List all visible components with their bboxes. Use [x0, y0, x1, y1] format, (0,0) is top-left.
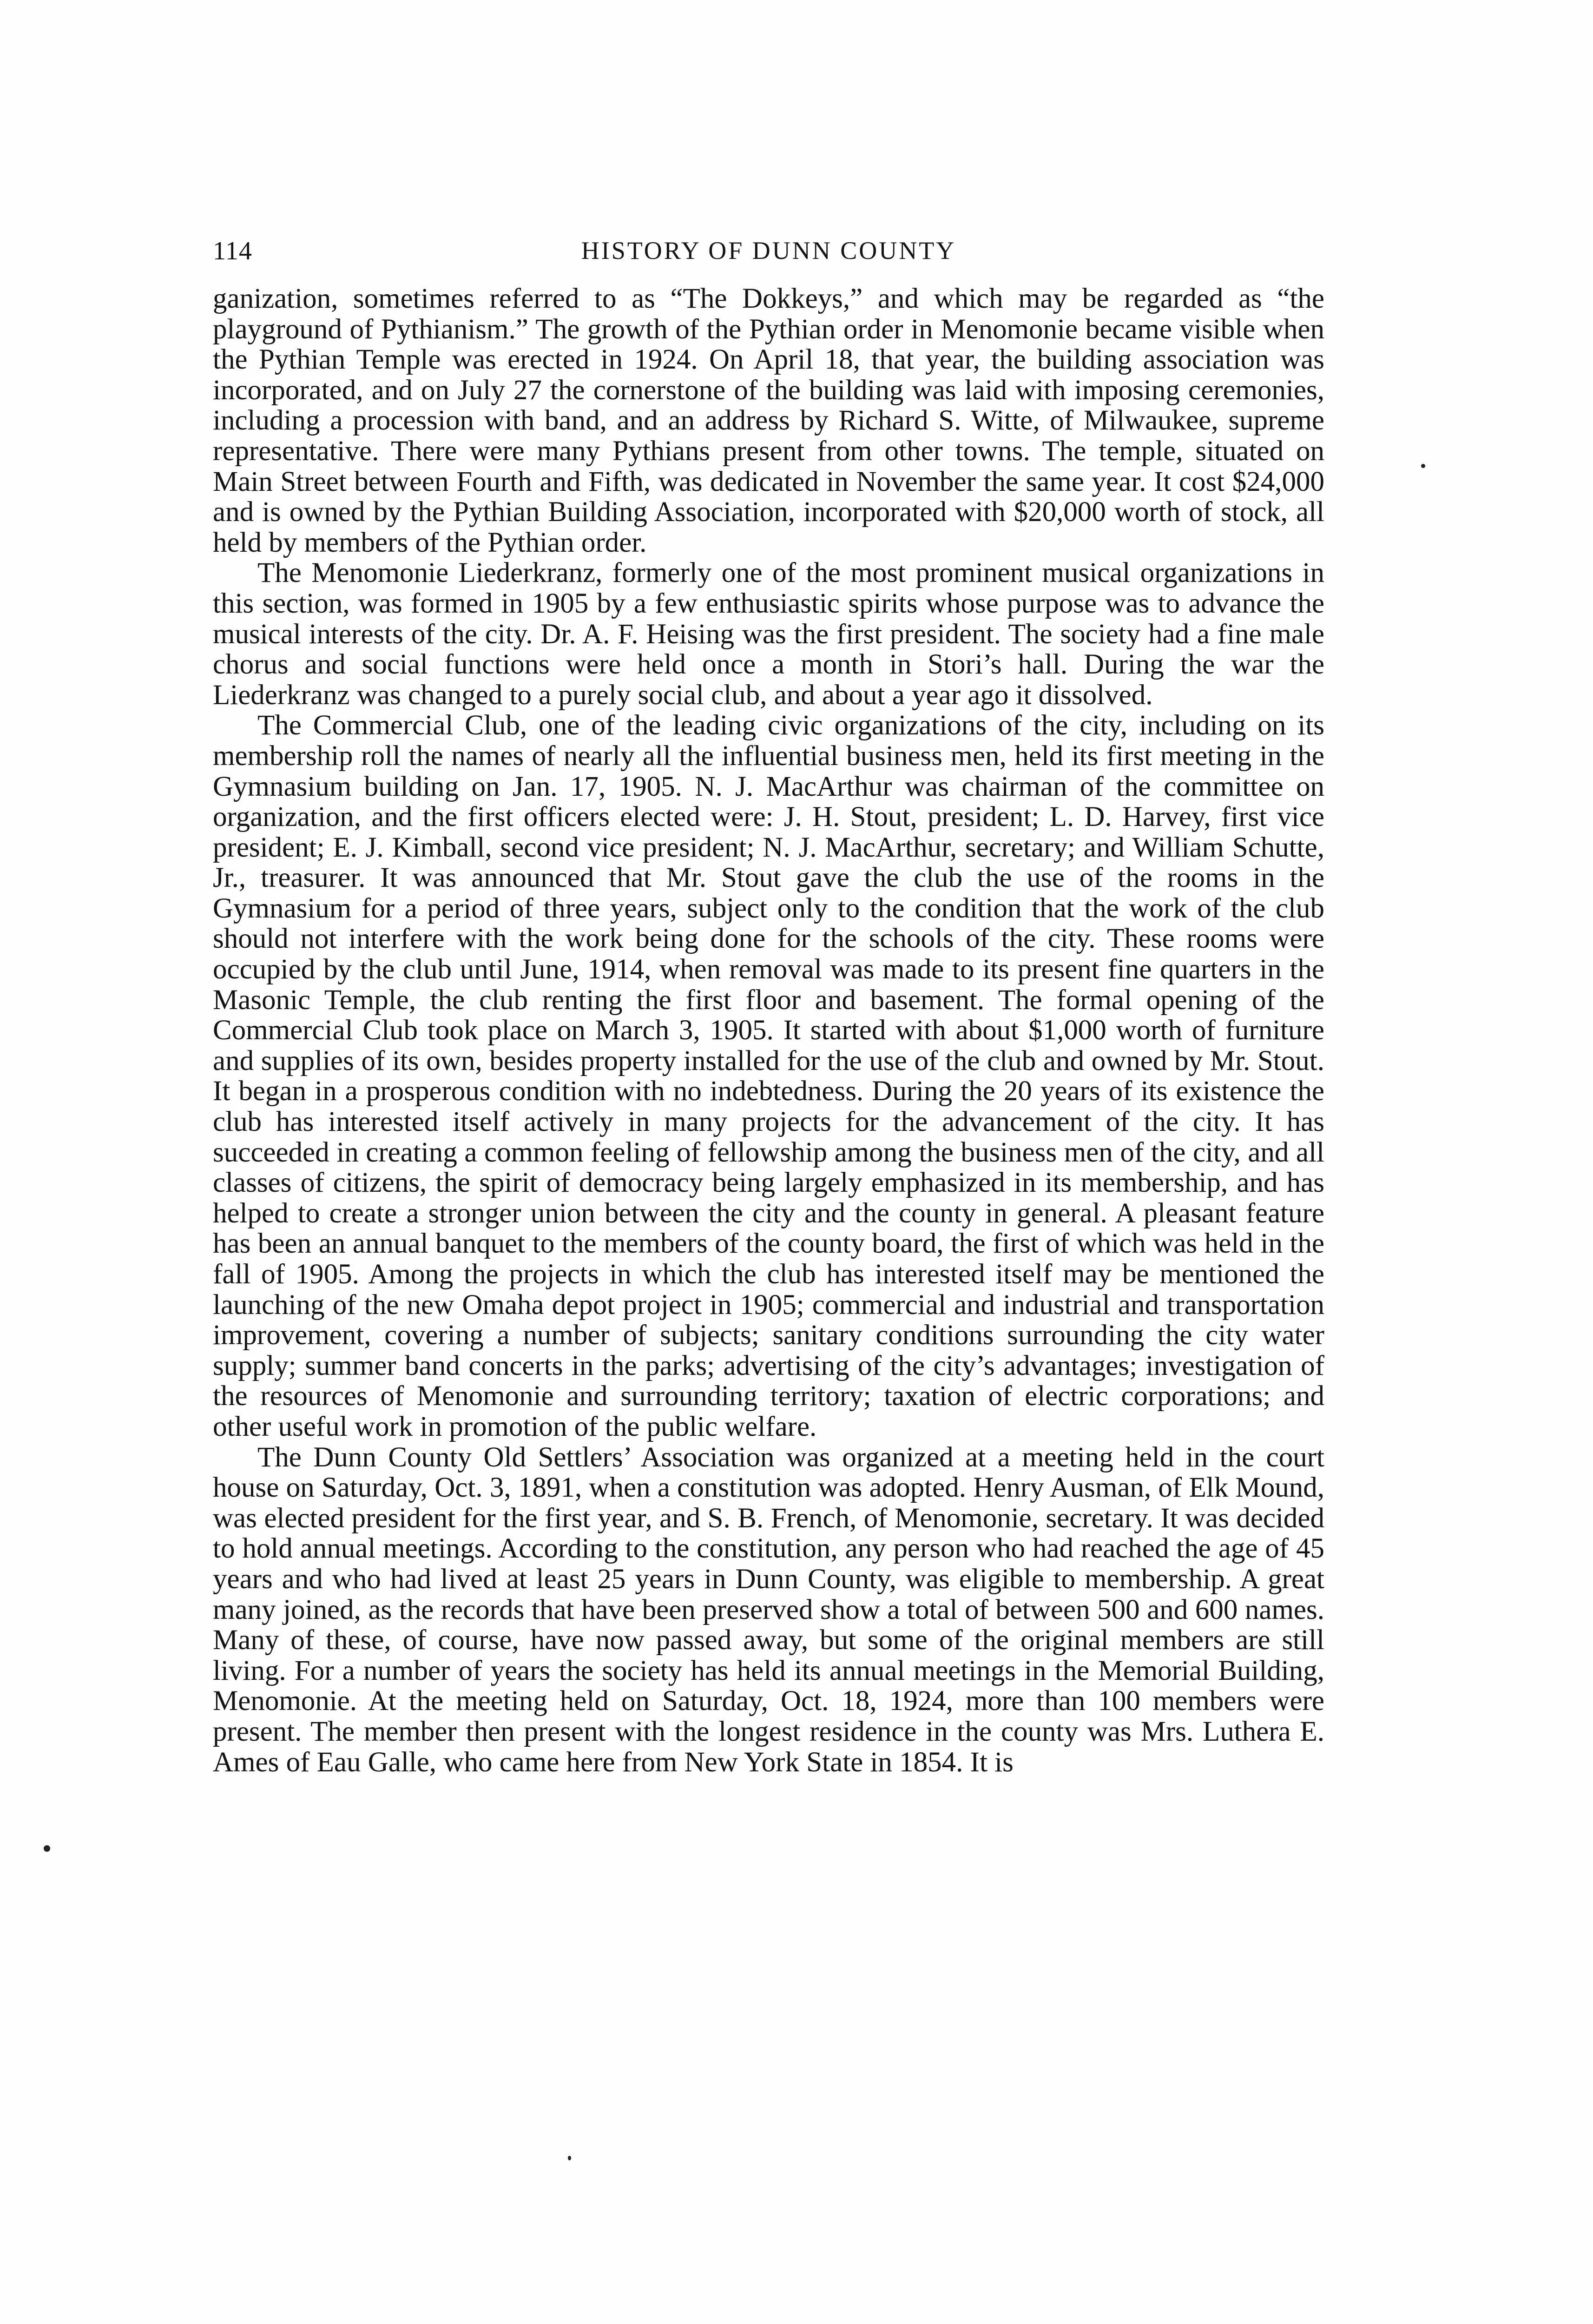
scan-speck [1421, 464, 1425, 468]
page-number: 114 [213, 237, 252, 265]
scan-speck [44, 1845, 50, 1852]
paragraph-liederkranz: The Menomonie Liederkranz, formerly one of the most prominent musical organizations in this section, was formed in 1905 by a few enthusiastic spirits whose purpose was to advance the musical interests of the city. Dr. A. F. Heising was the first president. The society had a fine male chorus and social functions were held once a month in Stori’s hall. During the war the Liederkranz was changed to a purely social club, and about a year ago it dissolved. [213, 557, 1324, 711]
paragraph-commercial-club: The Commercial Club, one of the leading civic organizations of the city, including on its membership roll the names of nearly all the influential business men, held its first meeting in the Gymnasium building on Jan. 17, 1905. N. J. MacArthur was chairman of the committee on organization, and the first officers elected were: J. H. Stout, president; L. D. Harvey, first vice president; E. J. Kimball, second vice president; N. J. MacArthur, secretary; and William Schutte, Jr., treasurer. It was announced that Mr. Stout gave the club the use of the rooms in the Gymnasium for a period of three years, subject only to the condition that the work of the club should not interfere with the work being done for the schools of the city. These rooms were occupied by the club until June, 1914, when removal was made to its present fine quarters in the Masonic Temple, the club renting the first floor and basement. The formal opening of the Commercial Club took place on March 3, 1905. It started with about $1,000 worth of furniture and supplies of its own, besides property installed for the use of the club and owned by Mr. Stout. It began in a prosperous condition with no indebtedness. During the 20 years of its existence the club has interested itself actively in many projects for the advancement of the city. It has succeeded in creating a common feeling of fellowship among the business men of the city, and all classes of citizens, the spirit of democracy being largely emphasized in its membership, and has helped to create a stronger union between the city and the county in general. A pleasant feature has been an annual banquet to the members of the county board, the first of which was held in the fall of 1905. Among the projects in which the club has interested itself may be mentioned the launching of the new Omaha depot project in 1905; commercial and industrial and transportation improvement, covering a number of subjects; sanitary conditions surrounding the city water supply; summer band concerts in the parks; advertising of the city’s advantages; investigation of the resources of Menomonie and surrounding territory; taxation of electric corporations; and other useful work in promotion of the public welfare. [213, 710, 1324, 1442]
running-title: HISTORY OF DUNN COUNTY [581, 237, 956, 264]
running-head [213, 236, 1324, 273]
paragraph-old-settlers: The Dunn County Old Settlers’ Association was organized at a meeting held in the court house on Saturday, Oct. 3, 1891, when a constitution was adopted. Henry Ausman, of Elk Mound, was elected president for the first year, and S. B. French, of Menomonie, secretary. It was decided to hold annual meetings. According to the constitution, any person who had reached the age of 45 years and who had lived at least 25 years in Dunn County, was eligible to membership. A great many joined, as the records that have been preserved show a total of between 500 and 600 names. Many of these, of course, have now passed away, but some of the original members are still living. For a number of years the society has held its annual meetings in the Memorial Building, Menomonie. At the meeting held on Saturday, Oct. 18, 1924, more than 100 members were present. The member then present with the longest residence in the county was Mrs. Luthera E. Ames of Eau Galle, who came here from New York State in 1854. It is [213, 1441, 1324, 1778]
scan-speck [568, 2156, 571, 2160]
paragraph-pythian-temple: ganization, sometimes referred to as “The Dokkeys,” and which may be regarded as “the playground of Pythianism.” The growth of the Pythian order in Menomonie became visible when the Pythian Temple was erected in 1924. On April 18, that year, the building association was incorporated, and on July 27 the cornerstone of the building was laid with imposing ceremonies, including a procession with band, and an address by Richard S. Witte, of Milwaukee, supreme representative. There were many Pythians present from other towns. The temple, situated on Main Street between Fourth and Fifth, was dedicated in November the same year. It cost $24,000 and is owned by the Pythian Building Association, incorporated with $20,000 worth of stock, all held by members of the Pythian order. [213, 283, 1324, 558]
body-text [213, 284, 1324, 1777]
